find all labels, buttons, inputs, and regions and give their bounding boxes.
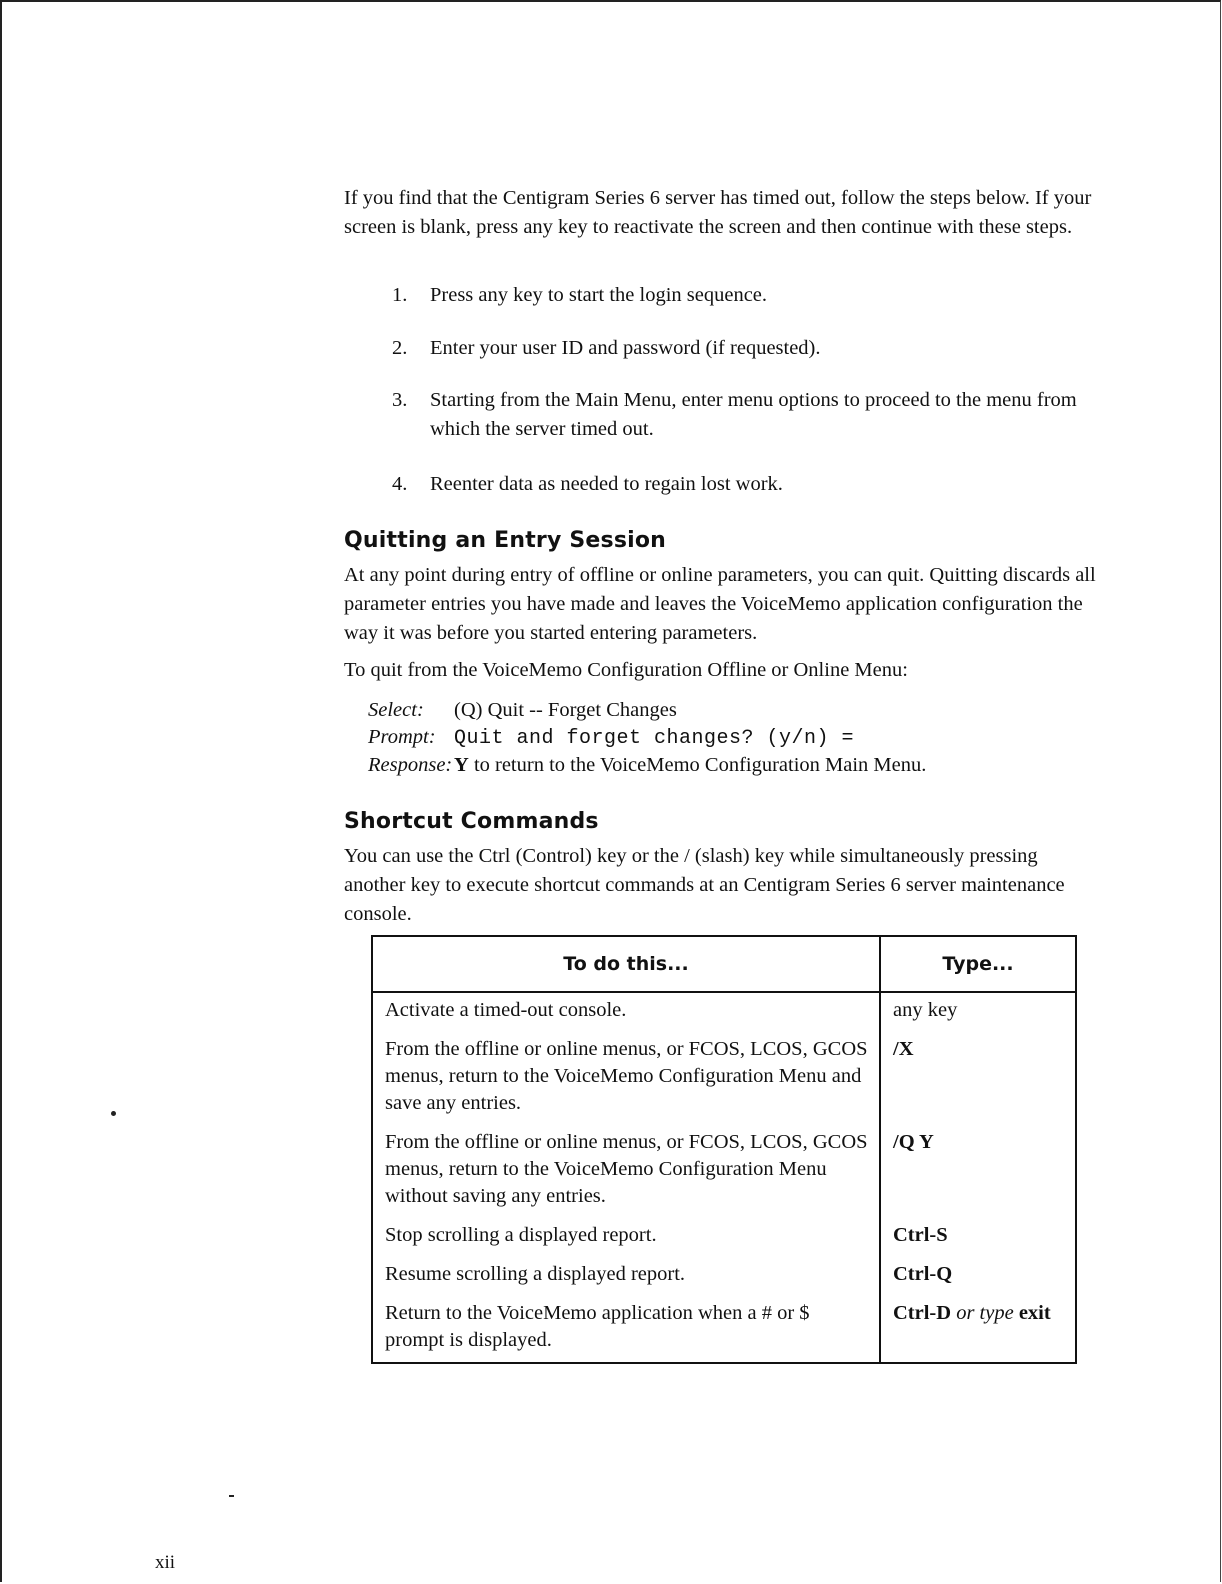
column-header-type: Type... [880, 936, 1076, 992]
intro-paragraph: If you find that the Centigram Series 6 server has timed out, follow the steps below. If your screen is blank, press any key to reactivate the screen and then continue with these steps. [344, 187, 1092, 238]
action-cell: Stop scrolling a displayed report. [372, 1218, 880, 1257]
key-alternate: exit [1018, 1302, 1051, 1324]
step-number: 3. [392, 389, 408, 411]
step-item [392, 281, 1112, 310]
key-cell: Ctrl-S [893, 1224, 948, 1246]
step-text: Enter your user ID and password (if requested). [430, 337, 821, 359]
shortcuts-table [371, 935, 1077, 1364]
prompt-label: Prompt: [368, 726, 436, 748]
action-cell: From the offline or online menus, or FCOS, LCOS, GCOS menus, return to the VoiceMemo Configuration Menu without saving any entries. [372, 1125, 880, 1218]
key-cell: any key [893, 999, 958, 1021]
response-line [368, 752, 1088, 779]
action-cell: From the offline or online menus, or FCOS, LCOS, GCOS menus, return to the VoiceMemo Configuration Menu and save any entries. [372, 1032, 880, 1125]
step-text: Press any key to start the login sequence. [430, 284, 768, 306]
scan-speck [111, 1111, 116, 1116]
action-cell: Return to the VoiceMemo application when a # or $ prompt is displayed. [372, 1296, 880, 1363]
table-row [372, 1257, 1076, 1296]
prompt-value: Quit and forget changes? (y/n) = [454, 727, 855, 750]
page-number: xii [155, 1552, 176, 1573]
shortcuts-paragraph: You can use the Ctrl (Control) key or the / (slash) key while simultaneously pressing another key to execute shortcut commands at an Centigram Series 6 server maintenance console. [344, 845, 1065, 925]
step-item [392, 334, 1112, 363]
step-text: Starting from the Main Menu, enter menu options to proceed to the menu from which the server timed out. [430, 389, 1077, 440]
key-cell: /Q Y [893, 1131, 934, 1153]
key-primary: Ctrl-D [893, 1302, 952, 1324]
table-row [372, 1296, 1076, 1363]
response-value: to return to the VoiceMemo Configuration Main Menu. [468, 754, 927, 776]
step-number: 4. [392, 473, 408, 495]
key-cell [880, 1296, 1076, 1363]
select-value: (Q) Quit -- Forget Changes [454, 699, 677, 721]
shortcuts-heading: Shortcut Commands [344, 809, 599, 834]
select-line [368, 697, 1088, 724]
quitting-lead: To quit from the VoiceMemo Configuration Offline or Online Menu: [344, 659, 908, 681]
step-item [392, 470, 1112, 499]
step-item [392, 386, 1112, 444]
key-cell: Ctrl-Q [893, 1263, 953, 1285]
table-row [372, 1125, 1076, 1218]
table-row [372, 992, 1076, 1032]
key-or-text: or type [956, 1302, 1014, 1324]
key-cell: /X [893, 1038, 914, 1060]
column-header-action: To do this... [372, 936, 880, 992]
quitting-paragraph: At any point during entry of offline or online parameters, you can quit. Quitting discards all parameter entries you have made and leaves the VoiceMemo application configuration the way it was before you started entering parameters. [344, 564, 1096, 644]
table-row [372, 1218, 1076, 1257]
scan-speck [229, 1495, 234, 1497]
response-key: Y [454, 754, 469, 776]
select-label: Select: [368, 699, 424, 721]
step-text: Reenter data as needed to regain lost work. [430, 473, 783, 495]
response-label: Response: [368, 754, 453, 776]
action-cell: Resume scrolling a displayed report. [372, 1257, 880, 1296]
table-row [372, 1032, 1076, 1125]
step-number: 2. [392, 337, 408, 359]
table-header-row [372, 936, 1076, 992]
step-number: 1. [392, 284, 408, 306]
action-cell: Activate a timed-out console. [372, 992, 880, 1032]
quitting-heading: Quitting an Entry Session [344, 528, 667, 553]
prompt-line [368, 724, 1088, 752]
